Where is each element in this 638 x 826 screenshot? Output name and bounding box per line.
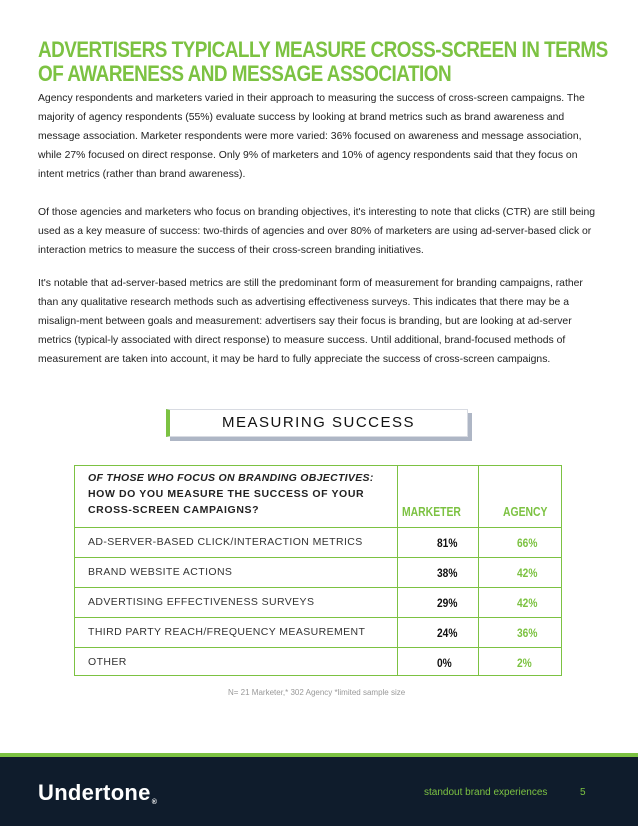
page-heading [38, 37, 608, 86]
marketer-value: 29% [437, 596, 458, 610]
section-banner [166, 409, 472, 441]
column-header-marketer: MARKETER [402, 504, 461, 519]
table-question-line-3: CROSS-SCREEN CAMPAIGNS? [88, 504, 260, 516]
registered-mark: ® [151, 799, 158, 806]
row-label: BRAND WEBSITE ACTIONS [88, 566, 233, 578]
page-footer [0, 757, 638, 826]
table-row [75, 647, 561, 675]
column-header-agency: AGENCY [503, 504, 548, 519]
body-paragraph-1 [38, 89, 603, 184]
table-row [75, 527, 561, 557]
footer-tagline: standout brand experiences [424, 787, 548, 798]
table-question-line-1: OF THOSE WHO FOCUS ON BRANDING OBJECTIVES: [88, 472, 374, 484]
marketer-value: 0% [437, 656, 452, 670]
logo-wordmark: Undertone [38, 780, 151, 805]
table-header [75, 466, 561, 527]
agency-value: 42% [517, 566, 538, 580]
agency-value: 42% [517, 596, 538, 610]
intro-sentence: Agency respondents and marketers varied in their approach to measuring the success of cross-screen campaigns. [38, 93, 565, 104]
row-label: OTHER [88, 656, 127, 668]
agency-value: 36% [517, 626, 538, 640]
table-question-line-2: HOW DO YOU MEASURE THE SUCCESS OF YOUR [88, 488, 365, 500]
page-number: 5 [580, 787, 586, 798]
measurement-table [74, 465, 562, 676]
body-paragraph-3: It's notable that ad-server-based metrics are still the predominant form of measurement for branding campaigns, rather than any qualitative research methods such as advertising effectiveness surveys. This indicates that there may be a misalign-ment between goals and measurement: advertisers say their focus is branding, but are looking at ad-server metrics (typical-ly associated with direct response) to measure success. Until additional, brand-focused methods of measurement are taken into account, it may be hard to fully appreciate the success of cross-screen campaigns. [38, 278, 583, 365]
agency-value: 66% [517, 536, 538, 550]
paragraph-1-text: The majority of agency respondents (55%) evaluate success by looking at brand metrics such as brand awareness and message association. Marketer respondents were more varied: 36% focused on awareness and message association, while 27% focused on direct response. Only 9% of marketers and 10% of agency respondents said that they focus on intent metrics (rather than brand awareness). [38, 93, 585, 180]
marketer-value: 38% [437, 566, 458, 580]
heading-line-2: OF AWARENESS AND MESSAGE ASSOCIATION [38, 61, 452, 86]
table-row [75, 557, 561, 587]
marketer-value: 24% [437, 626, 458, 640]
row-label: ADVERTISING EFFECTIVENESS SURVEYS [88, 596, 315, 608]
body-text [38, 89, 603, 383]
undertone-logo [38, 780, 157, 806]
table-row [75, 617, 561, 647]
row-label: AD-SERVER-BASED CLICK/INTERACTION METRICS [88, 536, 363, 548]
sample-size-footnote: N= 21 Marketer,* 302 Agency *limited sample size [228, 688, 406, 697]
banner-label: MEASURING SUCCESS [166, 409, 468, 437]
body-paragraph-2: Of those agencies and marketers who focus on branding objectives, it's interesting to note that clicks (CTR) are still being used as a key measure of success: two-thirds of agencies and over 80% of marketers are using ad-server-based click or interaction metrics to measure the success of their cross-screen branding initiatives. [38, 207, 596, 256]
heading-line-1: ADVERTISERS TYPICALLY MEASURE CROSS-SCREEN IN TERMS [38, 37, 608, 62]
table-row [75, 587, 561, 617]
marketer-value: 81% [437, 536, 458, 550]
agency-value: 2% [517, 656, 532, 670]
row-label: THIRD PARTY REACH/FREQUENCY MEASUREMENT [88, 626, 366, 638]
